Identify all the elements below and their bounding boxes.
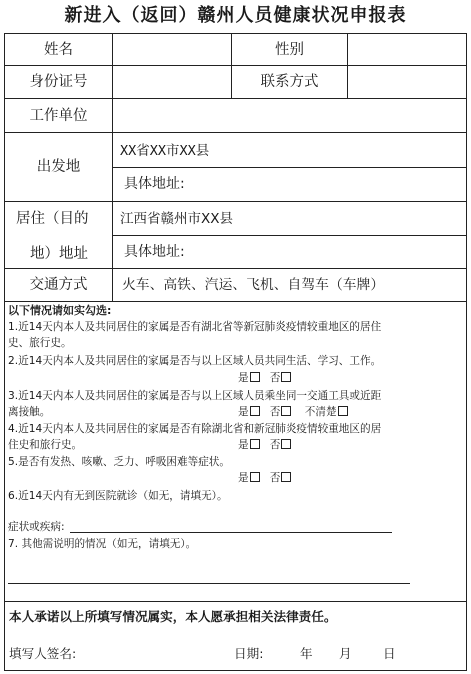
pledge-divider <box>4 601 467 602</box>
question-4-line2: 住史和旅行史。 <box>8 439 83 451</box>
question-5-no-label: 否 <box>269 472 281 484</box>
question-4-no-checkbox[interactable] <box>281 439 291 449</box>
symptom-label: 症状或疾病: <box>8 521 65 533</box>
question-4-answers <box>238 438 291 452</box>
other-notes-input-line[interactable] <box>8 583 410 584</box>
question-3-line1: 3.近14天内本人及共同居住的家属是否与以上区域人员乘坐同一交通工具或近距 <box>8 390 382 402</box>
question-5-yes-checkbox[interactable] <box>250 472 260 482</box>
question-5-yes-label: 是 <box>238 472 249 484</box>
departure-label: 出发地 <box>4 132 113 202</box>
departure-region-value: XX省XX市XX县 <box>120 143 210 159</box>
name-field[interactable] <box>112 33 232 66</box>
contact-field[interactable] <box>347 65 467 99</box>
question-5-no-checkbox[interactable] <box>281 472 291 482</box>
question-7-line1: 7. 其他需说明的情况（如无，请填无）。 <box>8 538 197 550</box>
question-1-line1: 1.近14天内本人及共同居住的家属是否有湖北省等新冠肺炎疫情较重地区的居住 <box>8 321 382 333</box>
question-3-line2: 离接触。 <box>8 406 51 418</box>
question-3-no-checkbox[interactable] <box>281 406 291 416</box>
residence-region-value: 江西省赣州市XX县 <box>120 211 233 227</box>
question-2-answers <box>238 371 291 385</box>
gender-field[interactable] <box>347 33 467 66</box>
date-day-label: 日 <box>383 646 396 661</box>
question-4-yes-checkbox[interactable] <box>250 439 260 449</box>
question-3-answers <box>238 405 348 419</box>
work-unit-field[interactable] <box>112 98 467 133</box>
form-title: 新进入（返回）赣州人员健康状况申报表 <box>64 5 407 26</box>
question-2-yes-checkbox[interactable] <box>250 372 260 382</box>
residence-label-line1: 居住（目的 <box>16 211 89 227</box>
symptom-input-line[interactable] <box>70 532 392 533</box>
question-3-unclear-checkbox[interactable] <box>338 406 348 416</box>
residence-address-label: 具体地址: <box>124 244 185 260</box>
question-4-line1: 4.近14天内本人及共同居住的家属是否有除湖北省和新冠肺炎疫情较重地区的居 <box>8 423 382 435</box>
signature-label: 填写人签名: <box>9 646 77 661</box>
contact-label: 联系方式 <box>231 65 348 99</box>
name-label: 姓名 <box>4 33 113 66</box>
question-3-no-label: 否 <box>269 406 281 418</box>
question-2-yes-label: 是 <box>238 372 249 384</box>
residence-label-line2: 地）地址 <box>30 246 88 262</box>
question-3-yes-label: 是 <box>238 406 249 418</box>
question-3-unclear-label: 不清楚 <box>304 406 337 418</box>
transport-label: 交通方式 <box>4 268 113 302</box>
question-4-yes-label: 是 <box>238 439 249 451</box>
question-2-no-checkbox[interactable] <box>281 372 291 382</box>
gender-label: 性别 <box>231 33 348 66</box>
questions-heading: 以下情况请如实勾选: <box>8 304 112 317</box>
pledge-statement: 本人承诺以上所填写情况属实，本人愿承担相关法律责任。 <box>9 609 337 624</box>
work-unit-label: 工作单位 <box>4 98 113 133</box>
question-6-line1: 6.近14天内有无到医院就诊（如无，请填无）。 <box>8 490 228 502</box>
date-label: 日期: <box>234 646 264 661</box>
question-2-line1: 2.近14天内本人及共同居住的家属是否与以上区域人员共同生活、学习、工作。 <box>8 355 382 367</box>
question-5-line1: 5.是否有发热、咳嗽、乏力、呼吸困难等症状。 <box>8 456 230 468</box>
question-2-no-label: 否 <box>269 372 281 384</box>
question-1-line2: 史、旅行史。 <box>8 337 72 349</box>
date-year-label: 年 <box>300 646 313 661</box>
question-5-answers <box>238 471 291 485</box>
date-month-label: 月 <box>339 646 352 661</box>
departure-address-label: 具体地址: <box>124 176 185 192</box>
question-4-no-label: 否 <box>269 439 281 451</box>
question-3-yes-checkbox[interactable] <box>250 406 260 416</box>
id-number-label: 身份证号 <box>4 65 113 99</box>
id-number-field[interactable] <box>112 65 232 99</box>
signature-field[interactable] <box>88 640 218 664</box>
transport-options: 火车、高铁、汽运、飞机、自驾车（车牌） <box>122 277 385 293</box>
